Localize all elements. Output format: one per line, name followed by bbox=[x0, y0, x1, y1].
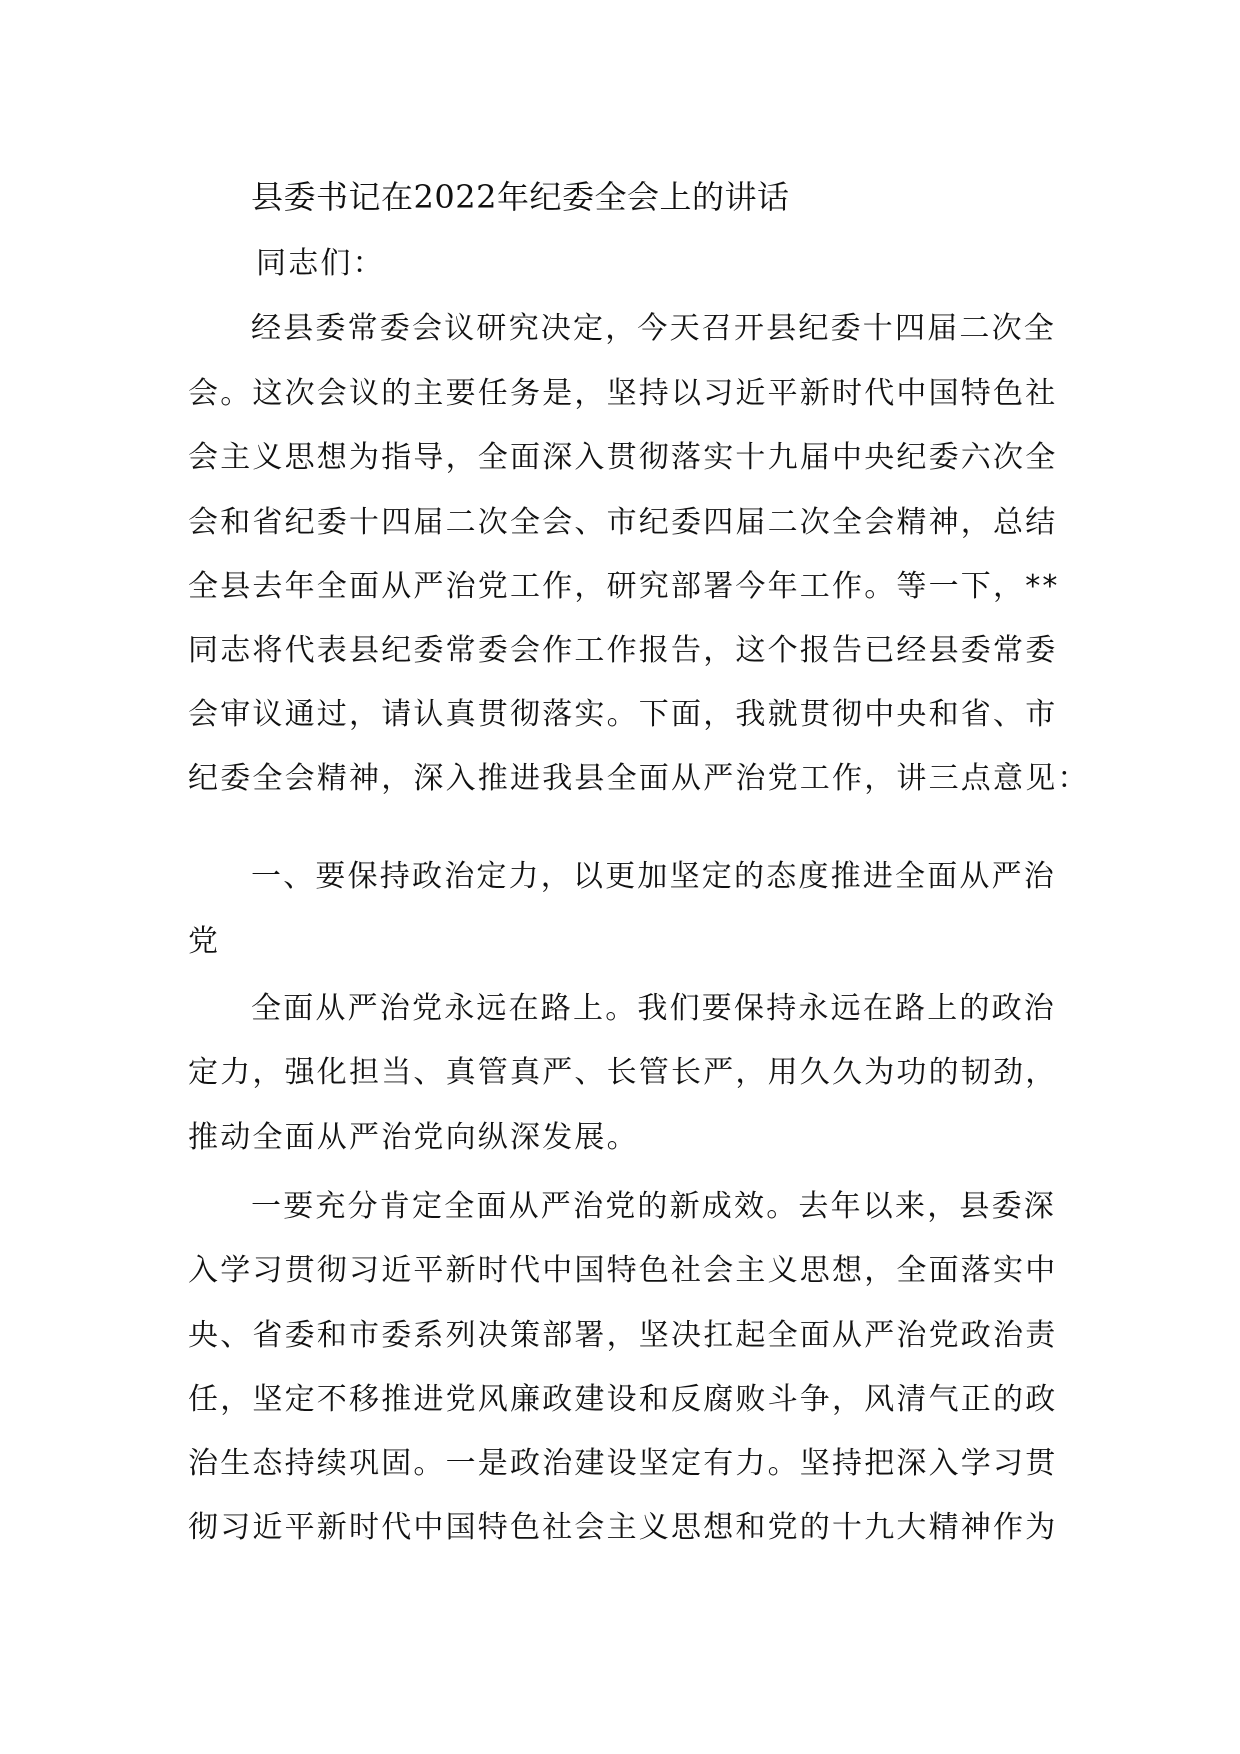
body-line: 同志将代表县纪委常委会作工作报告，这个报告已经县委常委 bbox=[188, 633, 1058, 668]
body-line: 会和省纪委十四届二次全会、市纪委四届二次全会精神，总结 bbox=[188, 505, 1058, 540]
document-title: 县委书记在2022年纪委全会上的讲话 bbox=[251, 178, 790, 216]
body-line: 经县委常委会议研究决定，今天召开县纪委十四届二次全 bbox=[251, 311, 1056, 346]
body-line: 央、省委和市委系列决策部署，坚决扛起全面从严治党政治责 bbox=[188, 1318, 1058, 1353]
body-line: 会主义思想为指导，全面深入贯彻落实十九届中央纪委六次全 bbox=[188, 440, 1058, 475]
body-line: 会审议通过，请认真贯彻落实。下面，我就贯彻中央和省、市 bbox=[188, 697, 1058, 732]
body-line: 任，坚定不移推进党风廉政建设和反腐败斗争，风清气正的政 bbox=[188, 1382, 1058, 1417]
body-line: 纪委全会精神，深入推进我县全面从严治党工作，讲三点意见： bbox=[188, 761, 1090, 796]
body-line: 一要充分肯定全面从严治党的新成效。去年以来，县委深 bbox=[251, 1189, 1056, 1224]
body-line: 推动全面从严治党向纵深发展。 bbox=[188, 1120, 639, 1155]
section-heading-continuation: 党 bbox=[188, 924, 221, 959]
body-line: 入学习贯彻习近平新时代中国特色社会主义思想，全面落实中 bbox=[188, 1253, 1058, 1288]
salutation: 同志们： bbox=[256, 246, 385, 281]
body-line: 全县去年全面从严治党工作，研究部署今年工作。等一下，** bbox=[188, 569, 1060, 604]
body-line: 会。这次会议的主要任务是，坚持以习近平新时代中国特色社 bbox=[188, 376, 1058, 411]
body-line: 定力，强化担当、真管真严、长管长严，用久久为功的韧劲， bbox=[188, 1055, 1058, 1090]
body-line: 治生态持续巩固。一是政治建设坚定有力。坚持把深入学习贯 bbox=[188, 1446, 1058, 1481]
body-line: 彻习近平新时代中国特色社会主义思想和党的十九大精神作为 bbox=[188, 1510, 1058, 1545]
body-line: 全面从严治党永远在路上。我们要保持永远在路上的政治 bbox=[251, 991, 1056, 1026]
section-heading: 一、要保持政治定力，以更加坚定的态度推进全面从严治 bbox=[251, 859, 1056, 894]
